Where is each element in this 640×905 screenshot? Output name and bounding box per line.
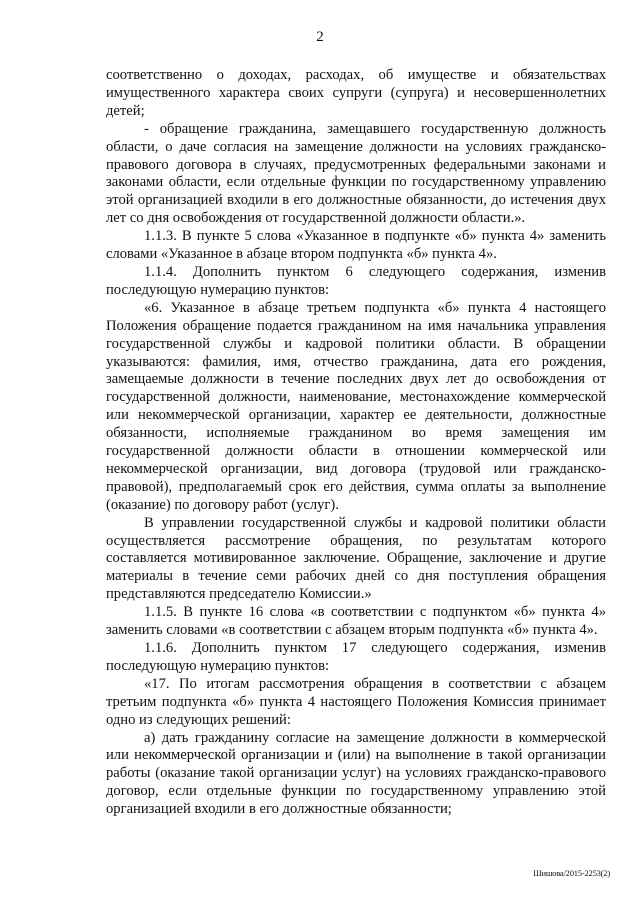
paragraph: 1.1.5. В пункте 16 слова «в соответствии с подпунктом «б» пункта 4» заменить словами «в соответствии с абзацем вторым подпункта «б» пункта 4». bbox=[106, 604, 606, 639]
paragraph: - обращение гражданина, замещавшего государственную должность области, о даче согласия на замещение должности на условиях гражданско-правового договора в случаях, предусмотренных федеральными законами и законами области, если отдельные функции по государственному управлению этой организацией входили в его должностные обязанности, до истечения двух лет со дня освобождения от государственной должности области.». bbox=[106, 120, 606, 227]
paragraph: 1.1.4. Дополнить пунктом 6 следующего содержания, изменив последующую нумерацию пунктов: bbox=[106, 263, 606, 298]
paragraph: «6. Указанное в абзаце третьем подпункта «б» пункта 4 настоящего Положения обращение подается гражданином на имя начальника управления государственной службы и кадровой политики области. В обращении указываются: фамилия, имя, отчество гражданина, дата его рождения, замещаемые должности в течение последних двух лет до освобождения от государственной должности, наименование, местонахождение коммерческой или некоммерческой организации, характер ее деятельности, должностные обязанности, исполняемые гражданином во время замещения им государственной должности области в отношении коммерческой или некоммерческой организации, вид договора (трудовой или гражданско-правовой), предполагаемый срок его действия, сумма оплаты за выполнение (оказание) по договору работ (услуг). bbox=[106, 299, 606, 513]
page-number: 2 bbox=[316, 29, 324, 45]
paragraph: 1.1.3. В пункте 5 слова «Указанное в подпункте «б» пункта 4» заменить словами «Указанное в абзаце втором подпункта «б» пункта 4». bbox=[106, 228, 606, 263]
paragraph: соответственно о доходах, расходах, об имуществе и обязательствах имущественного характера своих супруги (супруга) и несовершеннолетних детей; bbox=[106, 67, 606, 119]
paragraph: В управлении государственной службы и кадровой политики области осуществляется рассмотрение обращения, по результатам которого составляется мотивированное заключение. Обращение, заключение и другие материалы в течение семи рабочих дней со дня поступления обращения представляются председателю Комиссии.» bbox=[106, 514, 606, 603]
paragraph: а) дать гражданину согласие на замещение должности в коммерческой или некоммерческой организации и (или) на выполнение в такой организации работы (оказание такой организации услуг) на условиях гражданско-правового договор, если отдельные функции по государственному управлению этой организацией входили в его должностные обязанности; bbox=[106, 729, 606, 818]
document-body bbox=[106, 67, 606, 819]
paragraph: «17. По итогам рассмотрения обращения в соответствии с абзацем третьим подпункта «б» пункта 4 настоящего Положения Комиссия принимает одно из следующих решений: bbox=[106, 675, 606, 728]
paragraph: 1.1.6. Дополнить пунктом 17 следующего содержания, изменив последующую нумерацию пунктов: bbox=[106, 640, 606, 674]
footer-reference: Шишова/2015-2253(2) bbox=[533, 868, 610, 878]
